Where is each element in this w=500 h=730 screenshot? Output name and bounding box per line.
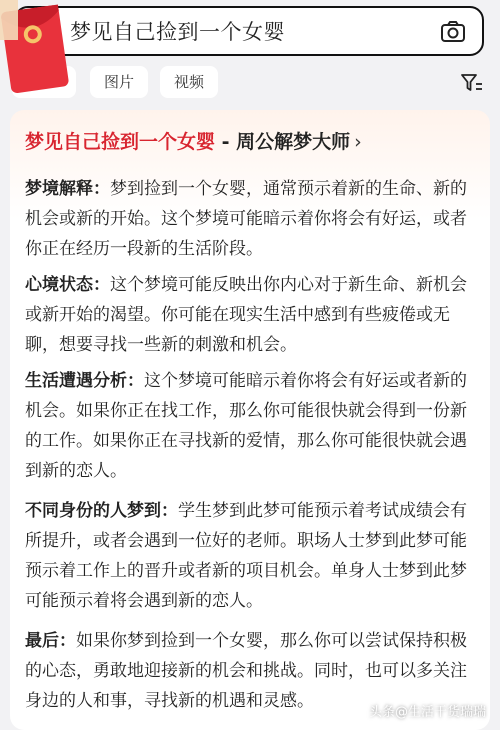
section-dream-explanation (25, 174, 480, 264)
section-label: 最后： (25, 631, 76, 651)
camera-icon[interactable] (440, 19, 466, 45)
section-text: 如果你梦到捡到一个女婴，那么你可以尝试保持积极的心态，勇敢地迎接新的机会和挑战。同时，也可以多关注身边的人和事，寻找新的机遇和灵感。 (25, 631, 467, 711)
chevron-right-icon: › (354, 131, 362, 153)
search-bar[interactable] (14, 6, 484, 56)
title-separator: - (215, 131, 237, 153)
filter-tabs (0, 64, 500, 104)
card-title[interactable] (25, 128, 362, 156)
section-label: 梦境解释： (25, 179, 110, 199)
title-source: 周公解梦大师 (236, 131, 351, 153)
section-label: 心境状态： (25, 275, 110, 295)
watermark: 头条@生活干货瑞瑞 (368, 705, 486, 720)
section-identity (25, 496, 480, 616)
section-text: 这个梦境可能暗示着你将会有好运或者新的机会。如果你正在找工作，那么你可能很快就会得到一份新的工作。如果你正在寻找新的爱情，那么你可能很快就会遇到新的恋人。 (25, 371, 467, 481)
section-text: 梦到捡到一个女婴，通常预示着新的生命、新的机会或新的开始。这个梦境可能暗示着你将会有好运，或者你正在经历一段新的生活阶段。 (25, 179, 467, 259)
filter-icon[interactable] (460, 72, 484, 94)
section-label: 不同身份的人梦到： (25, 501, 178, 521)
result-card (10, 110, 490, 730)
section-text: 学生梦到此梦可能预示着考试成绩会有所提升，或者会遇到一位好的老师。职场人士梦到此梦可能预示着工作上的晋升或者新的项目机会。单身人士梦到此梦可能预示着将会遇到新的恋人。 (25, 501, 467, 611)
red-envelope-icon (0, 0, 72, 100)
section-mood-state (25, 270, 480, 360)
title-main: 梦见自己捡到一个女婴 (25, 131, 216, 153)
search-input[interactable]: 梦见自己捡到一个女婴 (70, 20, 285, 44)
tab-images[interactable]: 图片 (90, 66, 148, 98)
section-label: 生活遭遇分析： (25, 371, 144, 391)
section-life-analysis (25, 366, 480, 486)
section-text: 这个梦境可能反映出你内心对于新生命、新机会或新开始的渴望。你可能在现实生活中感到有些疲倦或无聊，想要寻找一些新的刺激和机会。 (25, 275, 467, 355)
tab-video[interactable]: 视频 (160, 66, 218, 98)
